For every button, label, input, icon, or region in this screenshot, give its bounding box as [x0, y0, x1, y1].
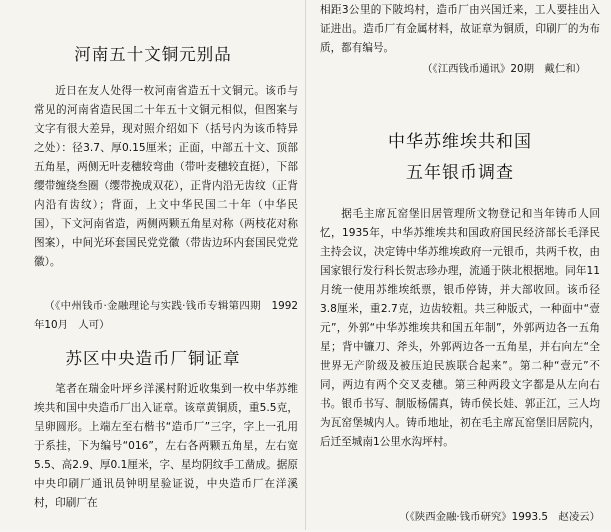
article-body-soviet-silver: 据毛主席瓦窑堡旧居管理所文物登记和当年铸币人回忆，1935年，中华苏维埃共和国政府国民经济部长毛泽民主持会议，决定铸中华苏维埃政府一元银币，共两千枚，由国家银行发行科长贺志珍办理，流通于陕北根据地。同年11月统一使用苏维埃纸票，银币停铸，并大部收回。该币径3.8厘米，重2.7克，边齿较粗。共三种版式，一种面中“壹元”，外郭“中华苏维埃共和国五年制”，外郭两边各一五角星；背中镰刀、斧头，外郭两边各一五角星，并右向左“全世界无产阶级及被压迫民族联合起来”。第二种“壹元”不同，两边有两个交叉麦穗。第三种两段文字都是从左向右书。银币书写、制版杨儒真，铸币侯长娃、郭正江，三人均为瓦窑堡城内人。铸币地址，初在毛主席瓦窑堡旧居院内，后迁至城南1公里水沟坪村。: [320, 208, 600, 448]
article-title-mint-badge: 苏区中央造币厂铜证章: [65, 349, 241, 368]
article-title-soviet-silver-line2: 五年银币调查: [406, 163, 514, 183]
citation-henan-coin: （《中州钱币·金融理论与实践·钱币专辑第四期 1992年10月 人可）: [34, 300, 298, 331]
article-body-henan-coin: 近日在友人处得一枚河南省造五十文铜元。该币与常见的河南省造民国二十年五十文铜元相似，但图案与文字有很大差异，现对照介绍如下（括号内为该币特异之处）：径3.7、厚0.15厘米；正面，中部五十文、顶部五角星，两侧无叶麦穗较弯曲（带叶麦穗较直挺），下部缨带缠绕叁圈（缨带挽成双花），正背内沿无齿纹（正背内沿有齿纹）；背面，上文中华民国二十年（中华民国），下文河南省造，两侧两颗五角星对称（两枝花对称图案），中间光环套国民党党徽（带齿边环内套国民党党徽）。: [34, 85, 298, 268]
article-continuation-mint-badge: 相距3公里的下陂坞村，造币厂由兴国迁来，工人要挂出入证进出。造币厂有金属材料，故证章为铜质，印刷厂的为布质，都有编号。: [320, 4, 600, 54]
citation-mint-badge: （《江西钱币通讯》20期 戴仁和）: [422, 63, 586, 75]
article-body-mint-badge: 笔者在瑞金叶坪乡洋溪村附近收集到一枚中华苏维埃共和国中央造币厂出入证章。该章黄铜质，重5.5克，呈卵圆形。上端左至右楷书“造币厂”三字，字上一孔用于系挂，下为编号“016”，左右各两颗五角星，左右宽5.5、高2.9、厚0.1厘米，字、星均阴纹手工凿成。据原中央印刷厂通讯员钟明星验证说，中央造币厂在洋溪村，印刷厂在: [34, 383, 298, 509]
article-title-soviet-silver-line1: 中华苏维埃共和国: [388, 132, 532, 152]
column-divider: [305, 0, 306, 530]
article-title-henan-coin: 河南五十文铜元别品: [74, 45, 232, 64]
citation-soviet-silver: （《陕西金融·钱币研究》1993.5 赵凌云）: [399, 511, 600, 523]
